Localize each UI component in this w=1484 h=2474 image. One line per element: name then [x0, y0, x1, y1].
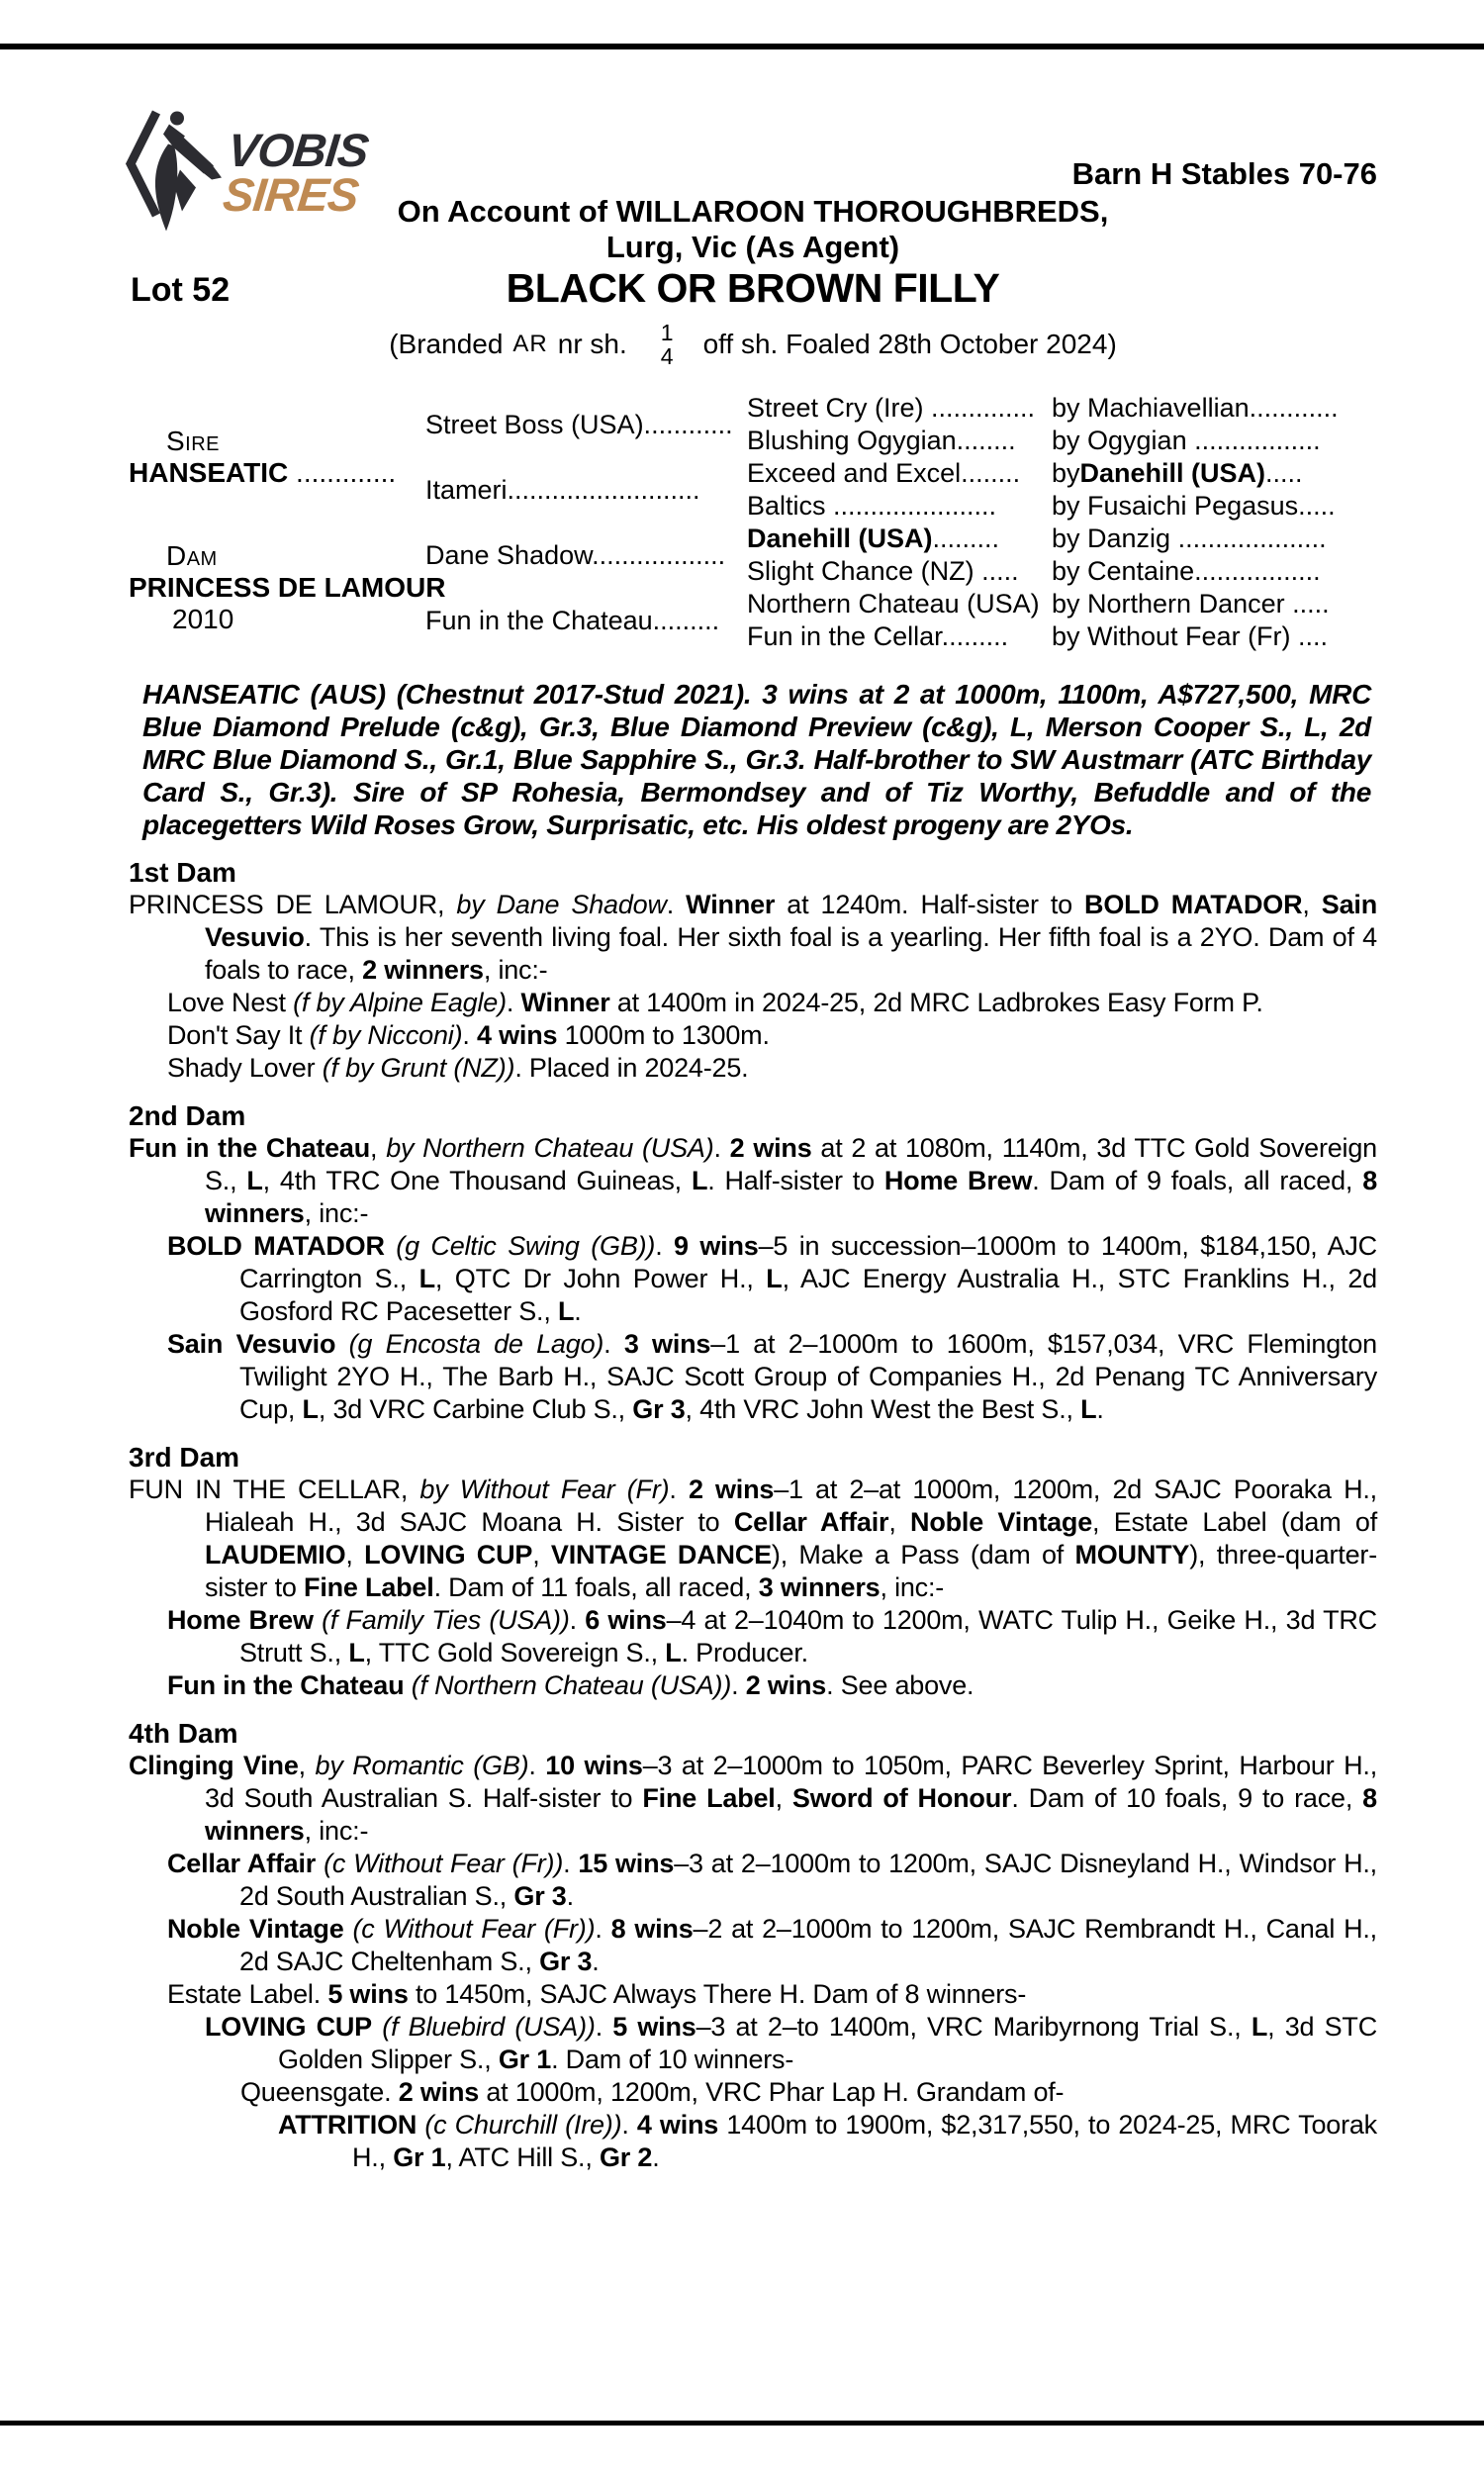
text-segment: –1 at 2–1000m to 1600m, $157,034, VRC Flemington Twilight 2YO H., The Barb H., SAJC Scott Group of Companies H., 2d Penang TC Anniversary Cup,: [239, 1329, 1377, 1424]
pedigree-paragraph: [129, 1019, 1377, 1052]
pedigree-paragraph: [129, 1052, 1377, 1085]
text-segment: by: [1052, 458, 1080, 488]
pedigree-paragraph: [129, 1328, 1377, 1426]
text-segment: Street Cry (Ire) ..............: [747, 393, 1036, 423]
text-segment: , ATC Hill S.,: [445, 2142, 600, 2172]
text-segment: . Placed in 2024-25.: [514, 1053, 749, 1083]
text-segment: Love Nest: [167, 988, 294, 1017]
text-segment: –3 at 2–to 1400m, VRC Maribyrnong Trial S.,: [696, 2012, 1252, 2042]
text-segment: 5 wins: [327, 1979, 409, 2009]
pedigree-table: [129, 392, 1377, 653]
text-segment: at 1400m in 2024-25, 2d MRC Ladbrokes Easy Form P.: [609, 988, 1263, 1017]
text-segment: Queensgate.: [240, 2077, 399, 2107]
dam-name: PRINCESS DE LAMOUR: [129, 572, 446, 603]
brand-fraction-top: 1: [660, 319, 674, 345]
text-segment: ,: [775, 1783, 792, 1813]
text-segment: Fine Label: [304, 1572, 434, 1602]
text-segment: at 1240m. Half-sister to: [775, 890, 1085, 919]
text-segment: 8 winners: [205, 1166, 1378, 1228]
sire-description: [142, 678, 1371, 841]
text-segment: Fine Label: [642, 1783, 776, 1813]
text-segment: . Dam of 10 foals, 9 to race,: [1011, 1783, 1363, 1813]
text-segment: Don't Say It: [167, 1020, 310, 1050]
text-segment: Fun in the Chateau: [167, 1670, 405, 1700]
text-segment: Cellar Affair: [167, 1849, 317, 1878]
logo-sires-text: SIRES: [220, 167, 361, 221]
pedigree-paragraph: [129, 1474, 1377, 1604]
dam-section-heading: 3rd Dam: [129, 1442, 240, 1473]
text-segment: Gr 1: [393, 2142, 446, 2172]
text-segment: [404, 1670, 411, 1700]
text-segment: .: [655, 1231, 675, 1261]
text-segment: Gr 3: [539, 1947, 593, 1976]
text-segment: ,: [888, 1507, 911, 1537]
pedigree-ancestor-by: [1052, 588, 1377, 620]
page-bottom-rule: [0, 2421, 1484, 2426]
text-segment: .: [731, 1670, 746, 1700]
text-segment: Danehill (USA): [747, 523, 933, 553]
sire-name: [129, 457, 425, 489]
text-segment: ,: [370, 1133, 387, 1163]
branded-suffix: off sh. Foaled 28th October 2024): [702, 329, 1117, 359]
pedigree-ancestor: [747, 555, 1052, 588]
text-segment: ,: [1302, 890, 1322, 919]
text-segment: BOLD MATADOR: [1084, 890, 1303, 919]
text-segment: 1400m to 1900m, $2,317,550, to 2024-25, MRC Toorak H.,: [352, 2110, 1377, 2172]
text-segment: .........: [932, 523, 1000, 553]
brand-fraction: [661, 321, 674, 368]
text-segment: .: [506, 988, 521, 1017]
pedigree-ancestor: [747, 392, 1052, 425]
text-segment: Cellar Affair: [733, 1507, 889, 1537]
text-segment: 4 wins: [476, 1020, 558, 1050]
text-segment: –1 at 2–at 1000m, 1200m, 2d SAJC Pooraka H., Hialeah H., 3d SAJC Moana H. Sister to: [205, 1475, 1377, 1537]
pedigree-ancestor-by: [1052, 620, 1377, 653]
text-segment: ATTRITION: [278, 2110, 417, 2140]
text-segment: Sword of Honour: [791, 1783, 1012, 1813]
text-segment: .: [1096, 1394, 1104, 1424]
text-segment: (c Without Fear (Fr)): [324, 1849, 564, 1878]
pedigree-ancestor: [747, 457, 1052, 490]
text-segment: by Ogygian .................: [1052, 426, 1321, 455]
text-segment: L: [302, 1394, 319, 1424]
text-segment: .: [713, 1133, 730, 1163]
text-segment: to 1450m, SAJC Always There H. Dam of 8 winners-: [408, 1979, 1027, 2009]
account-line-1: On Account of WILLAROON THOROUGHBREDS,: [397, 194, 1109, 229]
text-segment: by Northern Dancer .....: [1052, 589, 1330, 618]
text-segment: FUN IN THE CELLAR,: [129, 1475, 420, 1504]
pedigree-ancestor: [747, 523, 1052, 555]
text-segment: Sain Vesuvio: [205, 890, 1377, 952]
text-segment: Danehill (USA): [1079, 458, 1266, 488]
pedigree-ancestor-by: [1052, 457, 1377, 490]
text-segment: 6 wins: [585, 1605, 667, 1635]
pedigree-paragraph: [129, 1750, 1377, 1848]
text-segment: .: [574, 1296, 582, 1326]
pedigree-ancestor-by: [1052, 555, 1377, 588]
branded-line: [129, 309, 1377, 380]
text-segment: by Northern Chateau (USA): [386, 1133, 714, 1163]
pedigree-parent: Fun in the Chateau.........: [425, 605, 720, 635]
pedigree-paragraph: [129, 2011, 1377, 2076]
pedigree-ancestor-by: [1052, 523, 1377, 555]
text-segment: LOVING CUP: [205, 2012, 372, 2042]
pedigree-paragraph: [129, 1978, 1377, 2011]
text-segment: (g Encosta de Lago): [348, 1329, 604, 1359]
text-segment: L: [1080, 1394, 1097, 1424]
text-segment: .: [603, 1329, 624, 1359]
page-content: [129, 59, 1377, 2174]
dam-sections: [129, 856, 1377, 2174]
text-segment: Clinging Vine: [129, 1751, 299, 1780]
text-segment: 10 wins: [545, 1751, 643, 1780]
pedigree-dam-block: [129, 523, 446, 653]
pedigree-parent: Itameri..........................: [425, 474, 700, 505]
lot-number: Lot 52: [131, 271, 231, 309]
text-segment: –4 at 2–1040m to 1200m, WATC Tulip H., Geike H., 3d TRC Strutt S.,: [239, 1605, 1377, 1667]
text-segment: Fun in the Chateau: [129, 1133, 371, 1163]
text-segment: ), three-quarter-sister to: [205, 1540, 1378, 1602]
pedigree-paragraph: [129, 2109, 1377, 2174]
text-segment: , QTC Dr John Power H.,: [434, 1264, 767, 1293]
text-segment: 3 winners: [758, 1572, 881, 1602]
text-segment: Gr 3: [632, 1394, 686, 1424]
text-segment: –3 at 2–1000m to 1200m, SAJC Disneyland H., Windsor H., 2d South Australian S.,: [239, 1849, 1377, 1911]
pedigree-paragraph: [129, 1230, 1377, 1328]
text-segment: Noble Vintage: [910, 1507, 1093, 1537]
text-segment: –2 at 2–1000m to 1200m, SAJC Rembrandt H., Canal H., 2d SAJC Cheltenham S.,: [239, 1914, 1377, 1976]
text-segment: Slight Chance (NZ) .....: [747, 556, 1019, 586]
text-segment: Shady Lover: [167, 1053, 323, 1083]
text-segment: (f Family Ties (USA)): [322, 1605, 570, 1635]
text-segment: 15 wins: [578, 1849, 675, 1878]
text-segment: L: [418, 1264, 435, 1293]
pedigree-paragraph: [129, 1913, 1377, 1978]
text-segment: Sain Vesuvio: [167, 1329, 336, 1359]
text-segment: L: [766, 1264, 783, 1293]
text-segment: by Without Fear (Fr) ....: [1052, 621, 1329, 651]
pedigree-ancestor-by: [1052, 490, 1377, 523]
text-segment: , 4th TRC One Thousand Guineas,: [262, 1166, 692, 1195]
page-header: [129, 59, 1377, 392]
dam-section-heading: 1st Dam: [129, 857, 236, 888]
text-segment: by Without Fear (Fr): [419, 1475, 670, 1504]
text-segment: at 2 at 1080m, 1140m, 3d TTC Gold Sovereign S.,: [205, 1133, 1377, 1195]
pedigree-ancestor-by: [1052, 392, 1377, 425]
text-segment: (f by Nicconi): [309, 1020, 463, 1050]
text-segment: –3 at 2–1000m to 1050m, PARC Beverley Sprint, Harbour H., 3d South Australian S. Half-sister to: [205, 1751, 1377, 1813]
text-segment: MOUNTY: [1074, 1540, 1190, 1570]
dam-section-heading: 2nd Dam: [129, 1100, 246, 1131]
text-segment: 2 wins: [398, 2077, 480, 2107]
text-segment: Gr 2: [599, 2142, 653, 2172]
text-segment: (f Bluebird (USA)): [382, 2012, 596, 2042]
text-segment: ,: [345, 1540, 365, 1570]
text-segment: ,: [532, 1540, 551, 1570]
text-segment: , 4th VRC John West the Best S.,: [685, 1394, 1081, 1424]
pedigree-ancestor-by: [1052, 425, 1377, 457]
pedigree-paragraph: [129, 987, 1377, 1019]
sire-name-text: HANSEATIC: [129, 457, 289, 488]
text-segment: –5 in succession–1000m to 1400m, $184,150, AJC Carrington S.,: [239, 1231, 1377, 1293]
brand-symbol: AR: [512, 331, 548, 357]
text-segment: ), Make a Pass (dam of: [771, 1540, 1075, 1570]
text-segment: , Estate Label (dam of: [1092, 1507, 1378, 1537]
pedigree-sire-block: [129, 392, 425, 523]
text-segment: Fun in the Cellar.........: [747, 621, 1009, 651]
text-segment: . This is her seventh living foal. Her sixth foal is a yearling. Her fifth foal is a 2YO. Dam of 4 foals to race,: [205, 922, 1377, 985]
text-segment: by Fusaichi Pegasus.....: [1052, 491, 1336, 521]
text-segment: .: [569, 1605, 586, 1635]
text-segment: L: [1251, 2012, 1268, 2042]
text-segment: L: [557, 1296, 575, 1326]
text-segment: (c Without Fear (Fr)): [352, 1914, 596, 1944]
pedigree-paragraph: [129, 1132, 1377, 1230]
text-segment: L: [348, 1638, 365, 1667]
pedigree-paragraph: [129, 1669, 1377, 1702]
text-segment: PRINCESS DE LAMOUR,: [129, 890, 457, 919]
text-segment: , TTC Gold Sovereign S.,: [364, 1638, 666, 1667]
text-segment: Estate Label.: [167, 1979, 328, 2009]
pedigree-parent: Dane Shadow..................: [425, 539, 726, 570]
text-segment: at 1000m, 1200m, VRC Phar Lap H. Grandam of-: [479, 2077, 1065, 2107]
sire-dots: .............: [288, 457, 397, 488]
text-segment: Blushing Ogygian........: [747, 426, 1016, 455]
text-segment: by Danzig ....................: [1052, 523, 1327, 553]
text-segment: , AJC Energy Australia H., STC Franklins H., 2d Gosford RC Pacesetter S.,: [239, 1264, 1377, 1326]
text-segment: L: [246, 1166, 263, 1195]
text-segment: by Machiavellian............: [1052, 393, 1339, 423]
text-segment: Gr 3: [513, 1881, 567, 1911]
text-segment: 5 wins: [612, 2012, 696, 2042]
text-segment: , 3d VRC Carbine Club S.,: [318, 1394, 633, 1424]
pedigree-paragraph: [129, 1604, 1377, 1669]
text-segment: .: [595, 2012, 613, 2042]
text-segment: 1000m to 1300m.: [557, 1020, 770, 1050]
text-segment: ,: [298, 1751, 316, 1780]
text-segment: L: [691, 1166, 708, 1195]
text-segment: (f by Alpine Eagle): [293, 988, 507, 1017]
text-segment: VINTAGE DANCE: [550, 1540, 772, 1570]
sire-label: Sire: [166, 426, 221, 456]
text-segment: LAUDEMIO: [205, 1540, 346, 1570]
text-segment: .....: [1265, 458, 1303, 488]
pedigree-paragraph: [129, 2076, 1377, 2109]
logo-vobis-text: VOBIS: [225, 124, 371, 176]
text-segment: .: [595, 1914, 611, 1944]
pedigree-paragraph: [129, 1848, 1377, 1913]
text-segment: 2 wins: [745, 1670, 827, 1700]
text-segment: 8 winners: [205, 1783, 1377, 1846]
text-segment: (g Celtic Swing (GB)): [396, 1231, 656, 1261]
pedigree-ancestor: [747, 588, 1052, 620]
text-segment: . Dam of 11 foals, all raced,: [433, 1572, 759, 1602]
dam-section-heading: 4th Dam: [129, 1718, 238, 1749]
text-segment: [335, 1329, 348, 1359]
page-title: BLACK OR BROWN FILLY: [506, 265, 1000, 311]
pedigree-ancestor: [747, 620, 1052, 653]
text-segment: 2 winners: [362, 955, 484, 985]
text-segment: , inc:-: [483, 955, 548, 985]
text-segment: , inc:-: [304, 1816, 369, 1846]
dam-label: Dam: [166, 540, 218, 571]
text-segment: [385, 1231, 397, 1261]
text-segment: by Dane Shadow: [456, 890, 667, 919]
brand-fraction-bottom: 4: [660, 343, 674, 369]
branded-prefix: (Branded: [389, 329, 504, 359]
text-segment: .: [666, 890, 687, 919]
text-segment: 2 wins: [729, 1133, 812, 1163]
text-segment: . Dam of 9 foals, all raced,: [1032, 1166, 1363, 1195]
text-segment: Northern Chateau (USA): [747, 589, 1040, 618]
text-segment: by Romantic (GB): [315, 1751, 529, 1780]
text-segment: Home Brew: [167, 1605, 314, 1635]
text-segment: 4 wins: [636, 2110, 719, 2140]
text-segment: .: [652, 2142, 660, 2172]
text-segment: BOLD MATADOR: [167, 1231, 385, 1261]
text-segment: . Dam of 10 winners-: [551, 2045, 794, 2074]
text-segment: 3 wins: [623, 1329, 711, 1359]
pedigree-parent: Street Boss (USA)............: [425, 409, 733, 439]
text-segment: , inc:-: [304, 1198, 369, 1228]
text-segment: LOVING CUP: [364, 1540, 533, 1570]
barn-label: Barn H Stables 70-76: [1071, 156, 1377, 191]
text-segment: .: [669, 1475, 689, 1504]
account-line-2: Lurg, Vic (As Agent): [605, 230, 900, 264]
text-segment: .: [563, 1849, 579, 1878]
text-segment: Winner: [686, 890, 776, 919]
text-segment: L: [665, 1638, 682, 1667]
text-segment: . Half-sister to: [707, 1166, 884, 1195]
pedigree-ancestor: [747, 425, 1052, 457]
text-segment: 8 wins: [610, 1914, 694, 1944]
text-segment: .: [566, 1881, 574, 1911]
text-segment: , 3d STC Golden Slipper S.,: [278, 2012, 1378, 2074]
text-segment: by Centaine.................: [1052, 556, 1321, 586]
text-segment: [372, 2012, 382, 2042]
text-segment: [316, 1849, 324, 1878]
text-segment: Winner: [520, 988, 610, 1017]
text-segment: , inc:-: [880, 1572, 945, 1602]
pedigree-ancestor: [747, 490, 1052, 523]
text-segment: (c Churchill (Ire)): [424, 2110, 622, 2140]
text-segment: 9 wins: [674, 1231, 759, 1261]
text-segment: . See above.: [826, 1670, 974, 1700]
text-segment: (f by Grunt (NZ)): [322, 1053, 515, 1083]
text-segment: (f Northern Chateau (USA)): [411, 1670, 732, 1700]
text-segment: .: [528, 1751, 546, 1780]
text-segment: Noble Vintage: [167, 1914, 344, 1944]
text-segment: Baltics ......................: [747, 491, 997, 521]
pedigree-paragraph: [129, 889, 1377, 987]
text-segment: .: [462, 1020, 477, 1050]
text-segment: 2 wins: [688, 1475, 775, 1504]
page-top-rule: [0, 44, 1484, 49]
text-segment: [314, 1605, 322, 1635]
text-segment: Exceed and Excel........: [747, 458, 1021, 488]
text-segment: HANSEATIC (AUS) (Chestnut 2017-Stud 2021). 3 wins at 2 at 1000m, 1100m, A$727,500, MRC Blue Diamond Prelude (c&g), Gr.3, Blue Diamond Preview (c&g), L, Merson Cooper S., L, 2d MRC Blue Diamond S., Gr.1, Blue Sapphire S., Gr.3. Half-brother to SW Austmarr (ATC Birthday Card S., Gr.3). Sire of SP Rohesia, Bermondsey and of Tiz Worthy, Befuddle and of the placegetters Wild Roses Grow, Surprisatic, etc. His oldest progeny are 2YOs.: [142, 679, 1371, 840]
text-segment: .: [592, 1947, 600, 1976]
dam-year: 2010: [172, 604, 234, 634]
branded-near-shoulder: nr sh.: [557, 329, 627, 359]
text-segment: . Producer.: [681, 1638, 808, 1667]
text-segment: Gr 1: [498, 2045, 552, 2074]
text-segment: Home Brew: [883, 1166, 1033, 1195]
text-segment: .: [621, 2110, 637, 2140]
